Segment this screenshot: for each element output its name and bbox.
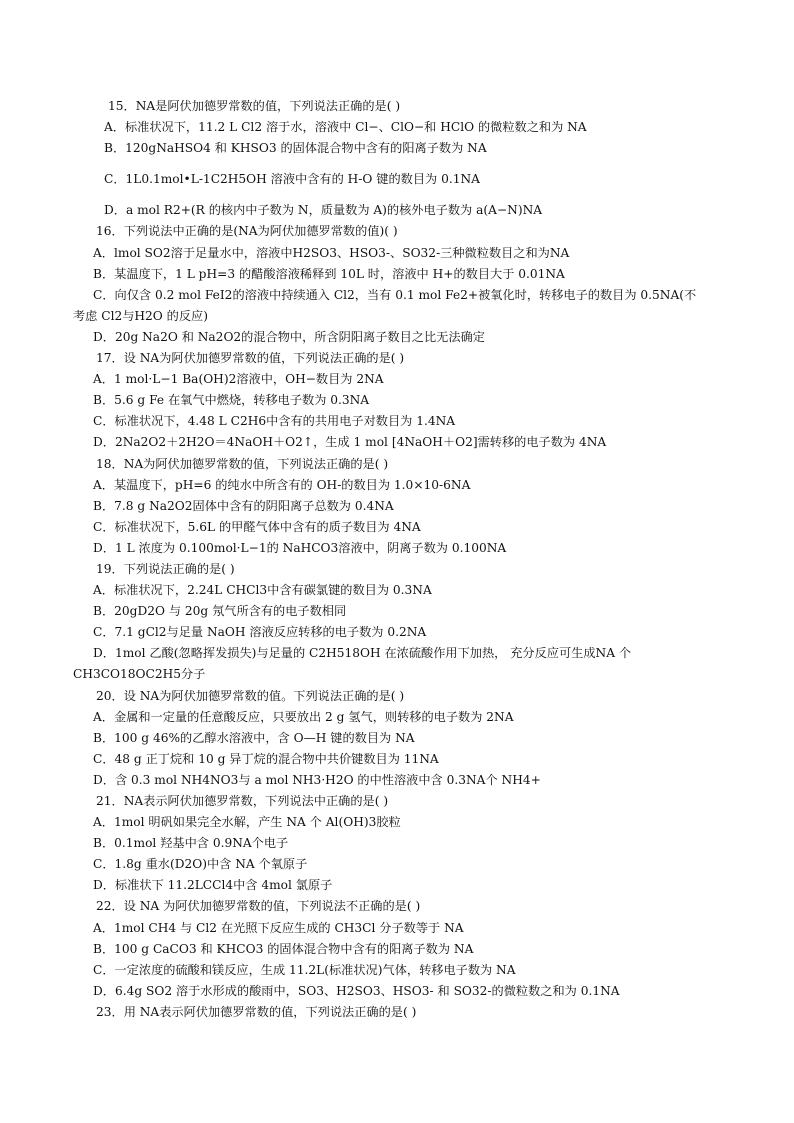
question-line: C．7.1 gCl2与足量 NaOH 溶液反应转移的电子数为 0.2NA xyxy=(93,625,427,640)
question-line: B．某温度下，1 L pH=3 的醋酸溶液稀释到 10L 时，溶液中 H+的数目大于 0.01NA xyxy=(93,266,565,281)
question-block xyxy=(0,221,794,348)
question-line: C．向仅含 0.2 mol FeI2的溶液中持续通入 Cl2，当有 0.1 mol Fe2+被氧化时，转移电子的数目为 0.5NA(不 xyxy=(93,287,697,302)
question-line: C．一定浓度的硫酸和镁反应，生成 11.2L(标准状况)气体，转移电子数为 NA xyxy=(93,962,516,977)
question-line: C．标准状况下，5.6L 的甲醛气体中含有的质子数目为 4NA xyxy=(93,519,421,534)
question-line: C．标准状况下，4.48 L C2H6中含有的共用电子对数目为 1.4NA xyxy=(93,414,456,429)
question-line: B．20gD2O 与 20g 氖气所含有的电子数相同 xyxy=(93,604,347,619)
question-stem: 17．设 NA为阿伏加德罗常数的值，下列说法正确的是( ) xyxy=(96,351,405,366)
question-line: D．6.4g SO2 溶于水形成的酸雨中，SO3、H2SO3、HSO3- 和 SO32-的微粒数之和为 0.1NA xyxy=(93,983,620,998)
question-line: B．5.6 g Fe 在氧气中燃烧，转移电子数为 0.3NA xyxy=(93,393,370,408)
question-line: 考虑 Cl2与H2O 的反应) xyxy=(73,308,208,323)
question-line: D．含 0.3 mol NH4NO3与 a mol NH3·H2O 的中性溶液中含 0.3NA个 NH4+ xyxy=(93,772,541,787)
question-line: B．100 g CaCO3 和 KHCO3 的固体混合物中含有的阳离子数为 NA xyxy=(93,941,474,956)
question-line: B．120gNaHSO4 和 KHSO3 的固体混合物中含有的阳离子数为 NA xyxy=(104,141,487,156)
question-stem: 16．下列说法中正确的是(NA为阿伏加德罗常数的值)( ) xyxy=(96,224,398,239)
question-line: A．1 mol·L−1 Ba(OH)2溶液中，OH−数目为 2NA xyxy=(93,372,384,387)
question-line: A．标准状况下，2.24L CHCl3中含有碳氯键的数目为 0.3NA xyxy=(93,583,432,598)
question-line: C．48 g 正丁烷和 10 g 异丁烷的混合物中共价键数目为 11NA xyxy=(93,751,439,766)
question-line: CH3CO18OC2H5分子 xyxy=(73,667,206,682)
question-line: B．0.1mol 羟基中含 0.9NA个电子 xyxy=(93,836,289,851)
question-line: A．1mol CH4 与 Cl2 在光照下反应生成的 CH3Cl 分子数等于 NA xyxy=(93,920,464,935)
question-block xyxy=(0,96,794,221)
document-page xyxy=(0,96,794,1023)
question-line: A．标准状况下，11.2 L Cl2 溶于水，溶液中 Cl−、ClO−和 HClO 的微粒数之和为 NA xyxy=(104,120,587,135)
question-stem: 15．NA是阿伏加德罗常数的值，下列说法正确的是( ) xyxy=(108,99,401,113)
question-stem: 19．下列说法正确的是( ) xyxy=(96,561,235,576)
question-line: D．a mol R2+(R 的核内中子数为 N，质量数为 A)的核外电子数为 a(A−N)NA xyxy=(104,203,543,218)
question-line: D．标准状下 11.2LCCl4中含 4mol 氯原子 xyxy=(93,878,333,893)
question-block xyxy=(0,559,794,686)
question-block xyxy=(0,348,794,453)
question-stem: 20．设 NA为阿伏加德罗常数的值。下列说法正确的是( ) xyxy=(96,688,405,703)
question-line: A．某温度下，pH=6 的纯水中所含有的 OH-的数目为 1.0×10-6NA xyxy=(93,477,471,492)
question-block xyxy=(0,454,794,559)
question-line: A．lmol SO2溶于足量水中，溶液中H2SO3、HSO3-、SO32-三种微粒数目之和为NA xyxy=(93,245,570,260)
question-line: D．1 L 浓度为 0.100mol·L−1的 NaHCO3溶液中，阴离子数为 0.100NA xyxy=(93,540,507,555)
question-stem: 18．NA为阿伏加德罗常数的值，下列说法正确的是( ) xyxy=(96,456,389,471)
question-stem: 23．用 NA表示阿伏加德罗常数的值，下列说法正确的是( ) xyxy=(96,1004,417,1019)
question-line: D．2Na2O2＋2H2O＝4NaOH＋O2↑，生成 1 mol [4NaOH＋O2]需转移的电子数为 4NA xyxy=(93,435,607,450)
question-block xyxy=(0,791,794,896)
question-block xyxy=(0,686,794,791)
question-line: A．金属和一定量的任意酸反应，只要放出 2 g 氢气，则转移的电子数为 2NA xyxy=(93,709,514,724)
question-line: B．100 g 46%的乙醇水溶液中，含 O—H 键的数目为 NA xyxy=(93,730,415,745)
question-line: C．1.8g 重水(D2O)中含 NA 个氧原子 xyxy=(93,857,308,872)
question-stem: 22．设 NA 为阿伏加德罗常数的值，下列说法不正确的是( ) xyxy=(96,899,421,914)
question-line: D．20g Na2O 和 Na2O2的混合物中，所含阴阳离子数目之比无法确定 xyxy=(93,329,485,344)
question-line: D．1mol 乙酸(忽略挥发损失)与足量的 C2H518OH 在浓硫酸作用下加热， 充分反应可生成NA 个 xyxy=(93,646,632,661)
question-block xyxy=(0,1002,794,1023)
question-line: B．7.8 g Na2O2固体中含有的阴阳离子总数为 0.4NA xyxy=(93,498,394,513)
question-line: A．1mol 明矾如果完全水解，产生 NA 个 Al(OH)3胶粒 xyxy=(93,815,401,830)
question-block xyxy=(0,896,794,1001)
question-line: C．1L0.1mol•L-1C2H5OH 溶液中含有的 H-O 键的数目为 0.1NA xyxy=(104,172,480,187)
question-stem: 21．NA表示阿伏加德罗常数，下列说法中正确的是( ) xyxy=(96,794,389,808)
